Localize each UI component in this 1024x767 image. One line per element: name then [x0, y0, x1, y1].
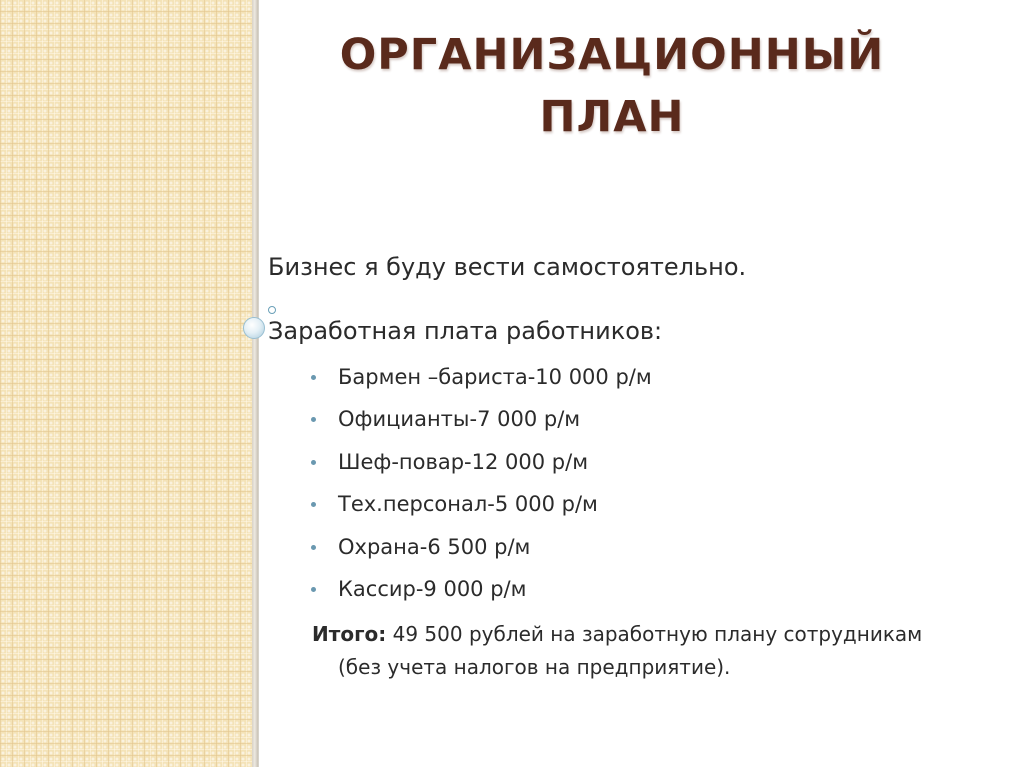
list-item-text: Шеф-повар-12 000 р/м — [338, 449, 589, 474]
list-item — [308, 532, 652, 574]
total-paragraph — [312, 618, 1012, 684]
list-item — [308, 362, 652, 404]
list-item — [308, 447, 652, 489]
list-item-text: Кассир-9 000 р/м — [338, 576, 527, 601]
panel-divider-line — [258, 0, 259, 767]
decorative-large-circle-icon — [243, 317, 265, 339]
bullet-icon — [311, 460, 316, 465]
total-label: Итого: — [312, 622, 387, 646]
slide-title — [262, 24, 962, 148]
wages-heading: Заработная плата работников: — [268, 317, 663, 345]
list-item — [308, 489, 652, 531]
list-item-text: Тех.персонал-5 000 р/м — [338, 492, 598, 517]
total-line-1: 49 500 рублей на заработную плану сотрудникам — [392, 622, 923, 646]
staff-wage-list — [308, 362, 652, 616]
bullet-icon — [311, 502, 316, 507]
list-item-text: Охрана-6 500 р/м — [338, 534, 531, 559]
list-item — [308, 574, 652, 616]
title-line-2: ПЛАН — [539, 92, 685, 142]
title-line-1: ОРГАНИЗАЦИОННЫЙ — [339, 30, 885, 80]
decorative-pattern-panel — [0, 0, 252, 767]
list-item-text: Официанты-7 000 р/м — [338, 407, 581, 432]
total-line-2: (без учета налогов на предприятие). — [338, 655, 731, 679]
list-item-text: Бармен –бариста-10 000 р/м — [338, 365, 652, 389]
bullet-icon — [311, 545, 316, 550]
decorative-small-circle-icon — [268, 306, 276, 314]
bullet-icon — [311, 375, 316, 380]
bullet-icon — [311, 417, 316, 422]
list-item — [308, 404, 652, 446]
lead-paragraph: Бизнес я буду вести самостоятельно. — [268, 253, 747, 281]
bullet-icon — [311, 587, 316, 592]
